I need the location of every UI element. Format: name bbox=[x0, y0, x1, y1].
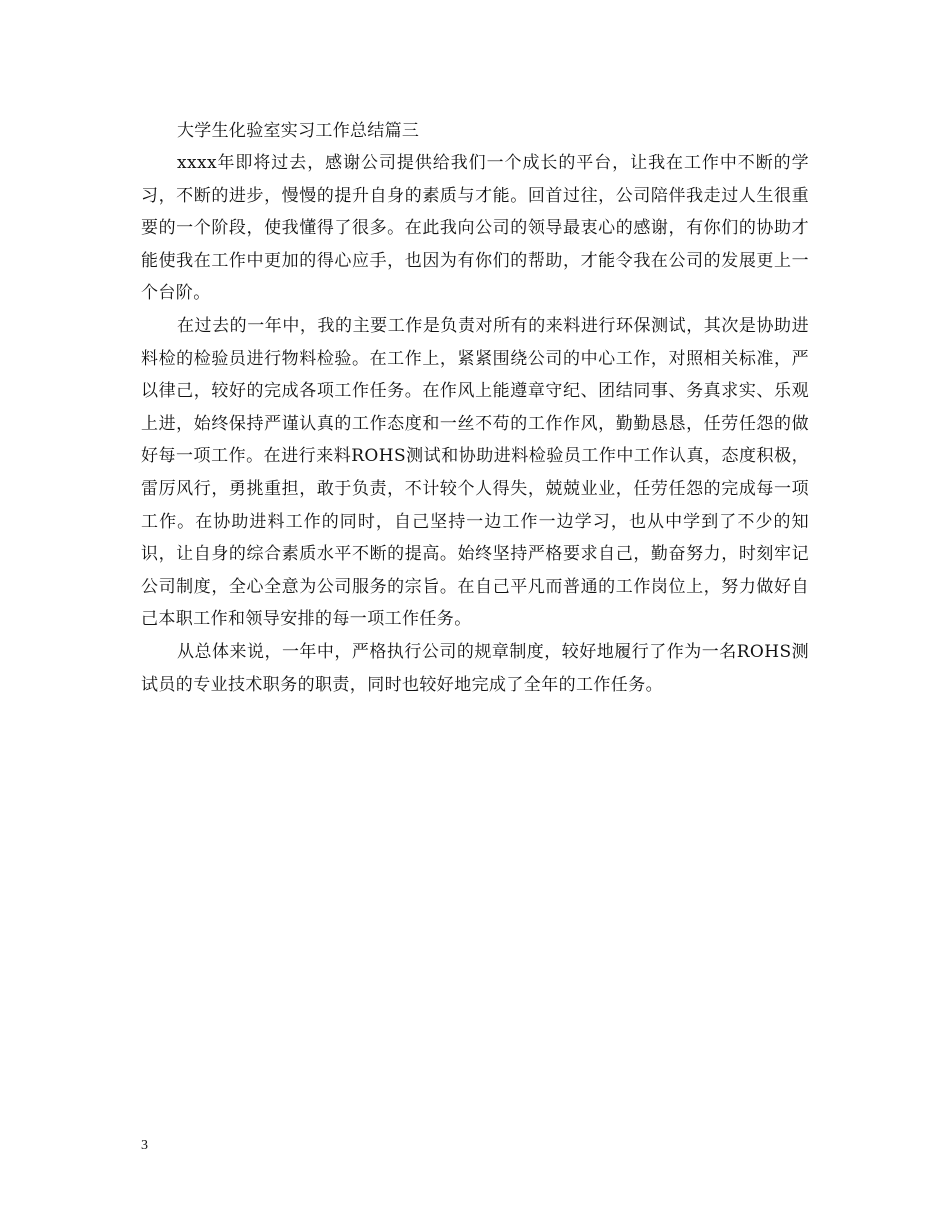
paragraph-1: xxxx年即将过去，感谢公司提供给我们一个成长的平台，让我在工作中不断的学习，不断的进步，慢慢的提升自身的素质与才能。回首过往，公司陪伴我走过人生很重要的一个阶段，使我懂得了很多。在此我向公司的领导最衷心的感谢，有你们的协助才能使我在工作中更加的得心应手，也因为有你们的帮助，才能令我在公司的发展更上一个台阶。 bbox=[141, 153, 809, 304]
document-title: 大学生化验室实习工作总结篇三 bbox=[177, 121, 420, 141]
paragraph-2: 在过去的一年中，我的主要工作是负责对所有的来料进行环保测试，其次是协助进料检的检验员进行物料检验。在工作上，紧紧围绕公司的中心工作，对照相关标准，严以律己，较好的完成各项工作任务。在作风上能遵章守纪、团结同事、务真求实、乐观上进，始终保持严谨认真的工作态度和一丝不苟的工作作风，勤勤恳恳，任劳任怨的做好每一项工作。在进行来料ROHS测试和协助进料检验员工作中工作认真，态度积极，雷厉风行，勇挑重担，敢于负责，不计较个人得失，兢兢业业，任劳任怨的完成每一项工作。在协助进料工作的同时，自己坚持一边工作一边学习，也从中学到了不少的知识，让自身的综合素质水平不断的提高。始终坚持严格要求自己，勤奋努力，时刻牢记公司制度，全心全意为公司服务的宗旨。在自己平凡而普通的工作岗位上，努力做好自己本职工作和领导安排的每一项工作任务。 bbox=[141, 315, 809, 630]
page-number: 3 bbox=[141, 1138, 148, 1153]
paragraph-3: 从总体来说，一年中，严格执行公司的规章制度，较好地履行了作为一名ROHS测试员的专业技术职务的职责，同时也较好地完成了全年的工作任务。 bbox=[141, 641, 809, 695]
document-body bbox=[141, 115, 809, 701]
